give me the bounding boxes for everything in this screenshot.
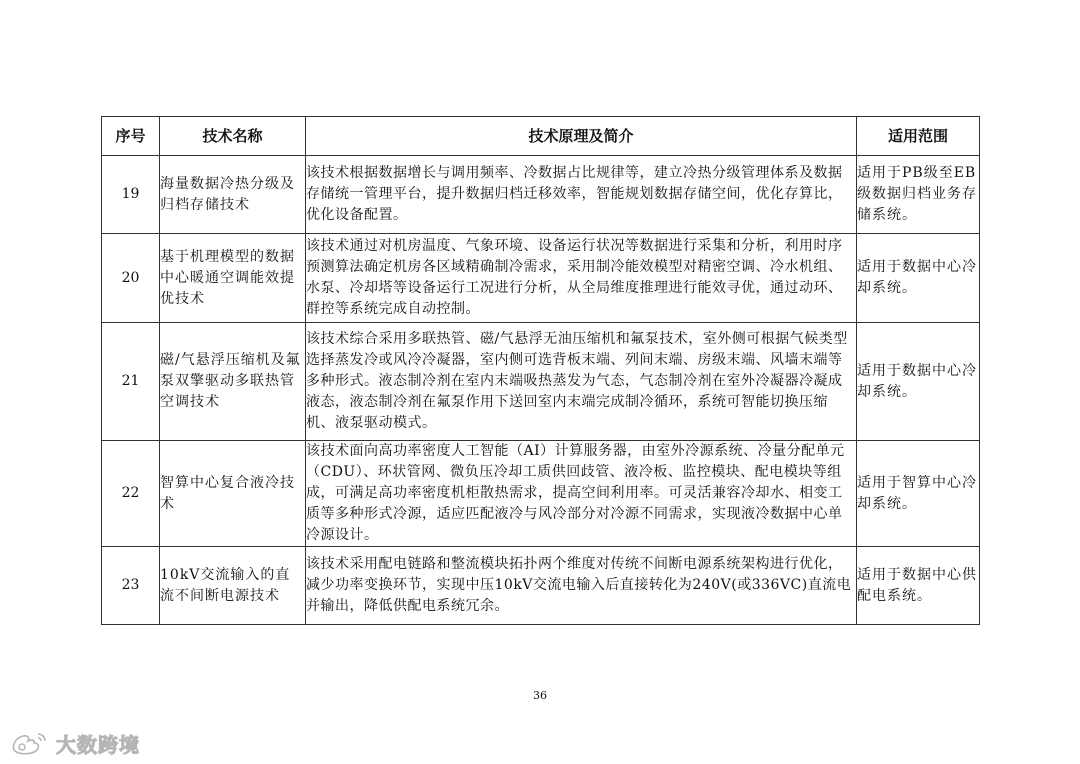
tech-name: 海量数据冷热分级及归档存储技术 <box>160 156 306 234</box>
technology-table <box>101 116 980 625</box>
tech-description: 该技术根据数据增长与调用频率、冷数据占比规律等，建立冷热分级管理体系及数据存储统一管理平台，提升数据归档迁移效率，智能规划数据存储空间，优化存算比，优化设备配置。 <box>306 156 857 234</box>
header-seq: 序号 <box>102 117 160 156</box>
tech-name: 智算中心复合液冷技术 <box>160 441 306 547</box>
row-number: 22 <box>102 441 160 547</box>
tech-scope: 适用于PB级至EB级数据归档业务存储系统。 <box>857 156 980 234</box>
row-number: 19 <box>102 156 160 234</box>
tech-name: 基于机理模型的数据中心暖通空调能效提优技术 <box>160 234 306 323</box>
watermark <box>10 730 140 756</box>
row-number: 21 <box>102 323 160 441</box>
tech-description: 该技术综合采用多联热管、磁/气悬浮无油压缩机和氟泵技术，室外侧可根据气候类型选择蒸发冷或风冷冷凝器，室内侧可选背板末端、列间末端、房级末端、风墙末端等多种形式。液态制冷剂在室内末端吸热蒸发为气态，气态制冷剂在室外冷凝器冷凝成液态，液态制冷剂在氟泵作用下送回室内末端完成制冷循环，系统可智能切换压缩机、液泵驱动模式。 <box>306 323 857 441</box>
table-row <box>102 547 980 625</box>
page-number: 36 <box>533 689 547 702</box>
row-number: 23 <box>102 547 160 625</box>
tech-scope: 适用于数据中心供配电系统。 <box>857 547 980 625</box>
table-row <box>102 234 980 323</box>
tech-description: 该技术通过对机房温度、气象环境、设备运行状况等数据进行采集和分析，利用时序预测算法确定机房各区域精确制冷需求，采用制冷能效模型对精密空调、冷水机组、水泵、冷却塔等设备运行工况进行分析，从全局维度推理进行能效寻优，通过动环、群控等系统完成自动控制。 <box>306 234 857 323</box>
header-tech-name: 技术名称 <box>160 117 306 156</box>
watermark-text: 大数跨境 <box>56 732 140 757</box>
table-header-row <box>102 117 980 156</box>
row-number: 20 <box>102 234 160 323</box>
tech-name: 10kV交流输入的直流不间断电源技术 <box>160 547 306 625</box>
tech-scope: 适用于数据中心冷却系统。 <box>857 234 980 323</box>
table-row <box>102 323 980 441</box>
tech-name: 磁/气悬浮压缩机及氟泵双擎驱动多联热管空调技术 <box>160 323 306 441</box>
tech-description: 该技术采用配电链路和整流模块拓扑两个维度对传统不间断电源系统架构进行优化，减少功率变换环节，实现中压10kV交流电输入后直接转化为240V(或336VC)直流电并输出，降低供配电系统冗余。 <box>306 547 857 625</box>
tech-scope: 适用于智算中心冷却系统。 <box>857 441 980 547</box>
header-principle: 技术原理及简介 <box>306 117 857 156</box>
table-row <box>102 441 980 547</box>
header-scope: 适用范围 <box>857 117 980 156</box>
weibo-logo-icon <box>10 730 50 756</box>
table-row <box>102 156 980 234</box>
tech-description: 该技术面向高功率密度人工智能（AI）计算服务器，由室外冷源系统、冷量分配单元（CDU）、环状管网、微负压冷却工质供回歧管、液冷板、监控模块、配电模块等组成，可满足高功率密度机柜散热需求，提高空间利用率。可灵活兼容冷却水、相变工质等多种形式冷源，适应匹配液冷与风冷部分对冷源不同需求，实现液冷数据中心单冷源设计。 <box>306 441 857 547</box>
tech-scope: 适用于数据中心冷却系统。 <box>857 323 980 441</box>
